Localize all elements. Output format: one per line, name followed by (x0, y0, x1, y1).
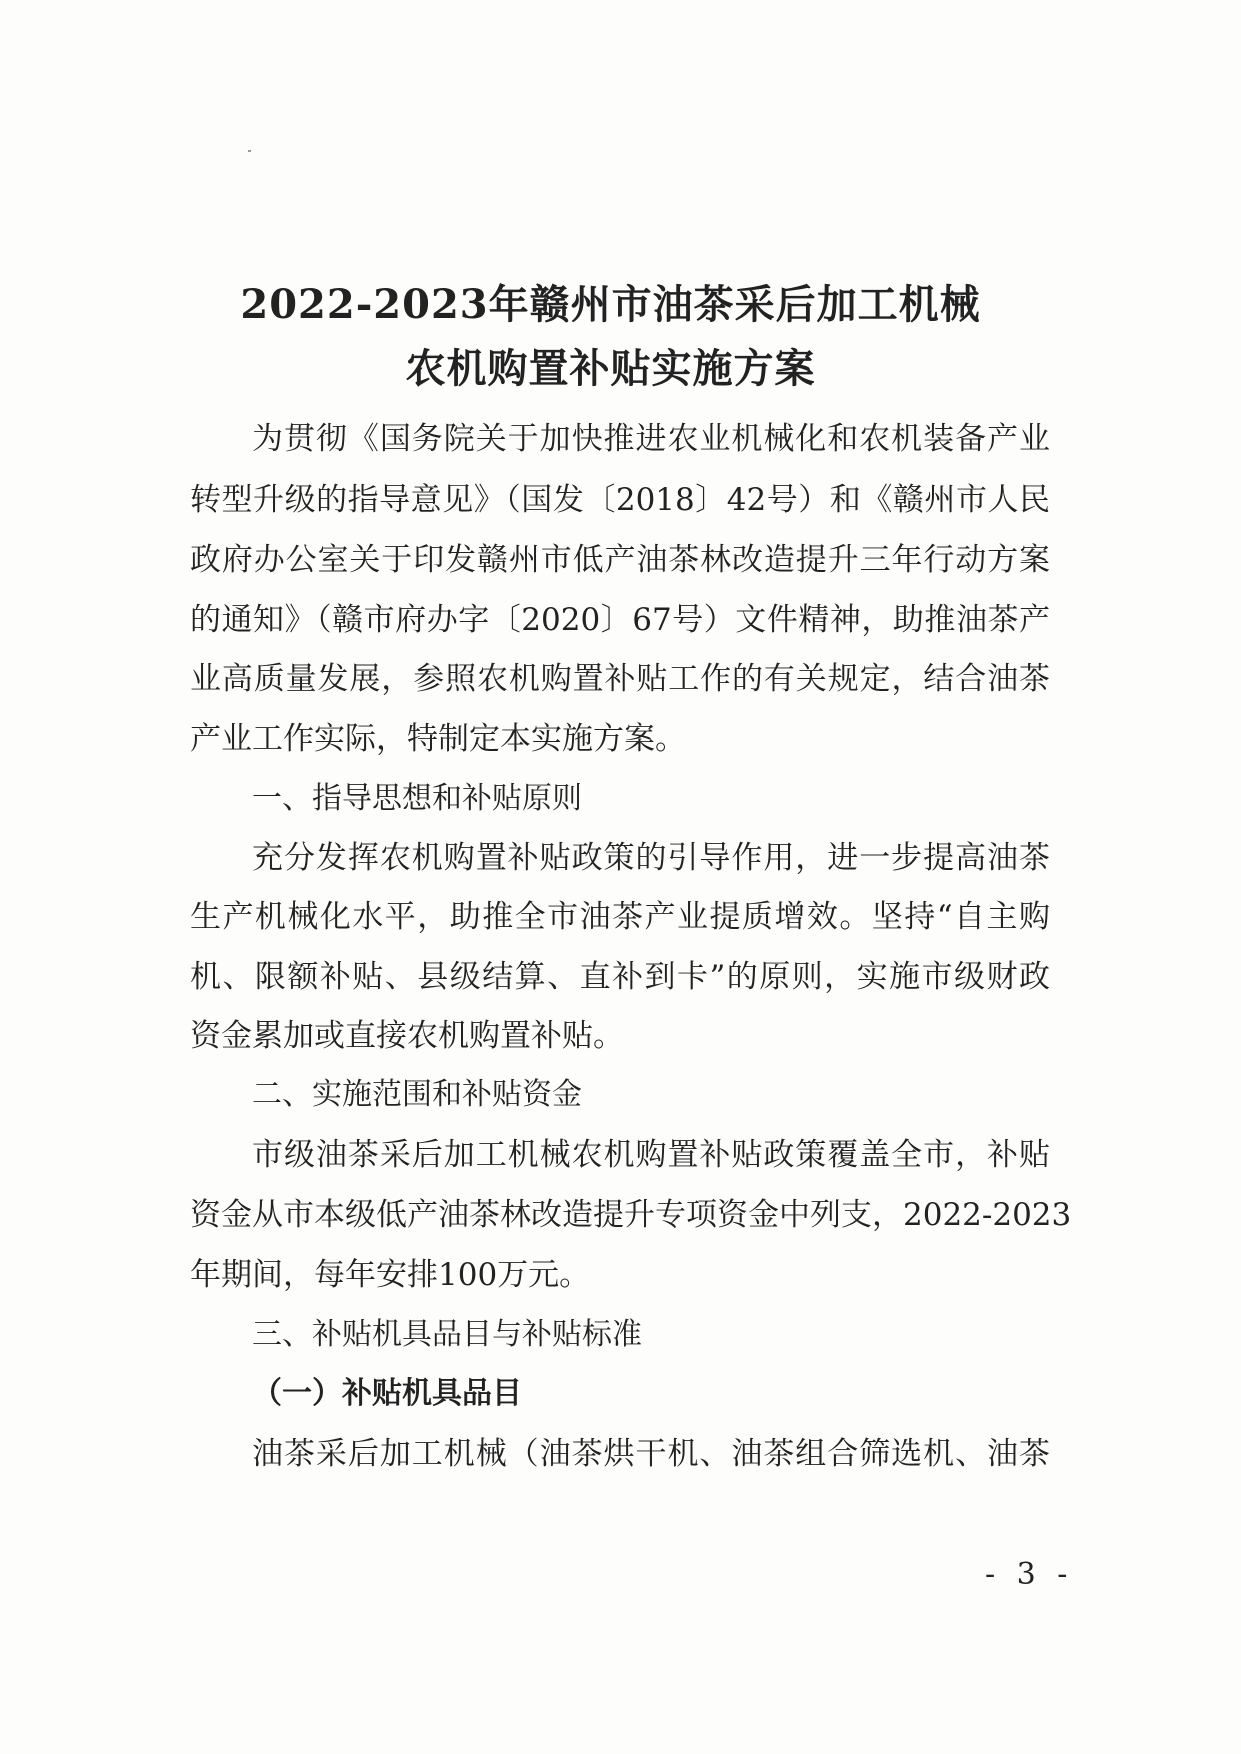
section-2-line-1: 市级油茶采后加工机械农机购置补贴政策覆盖全市，补贴 (252, 1137, 1050, 1173)
section-3-line-1: 油茶采后加工机械（油茶烘干机、油茶组合筛选机、油茶 (252, 1436, 1050, 1472)
section-1-line-3: 机、限额补贴、县级结算、直补到卡”的原则，实施市级财政 (190, 959, 1050, 995)
section-1-line-2: 生产机械化水平，助推全市油茶产业提质增效。坚持“自主购 (190, 899, 1050, 935)
section-1-heading: 一、指导思想和补贴原则 (252, 781, 582, 816)
document-title-line-2: 农机购置补贴实施方案 (405, 345, 816, 392)
intro-line-4: 的通知》（赣市府办字〔2020〕67号）文件精神，助推油茶产 (190, 602, 1050, 638)
section-3-sub-heading: （一）补贴机具品目 (252, 1376, 522, 1411)
intro-line-6: 产业工作实际，特制定本实施方案。 (190, 721, 686, 757)
intro-line-3: 政府办公室关于印发赣州市低产油茶林改造提升三年行动方案 (190, 542, 1050, 578)
section-1-line-4: 资金累加或直接农机购置补贴。 (190, 1018, 624, 1054)
section-2-line-2: 资金从市本级低产油茶林改造提升专项资金中列支，2022-2023 (190, 1197, 1072, 1233)
intro-line-2: 转型升级的指导意见》（国发〔2018〕42号）和《赣州市人民 (190, 482, 1050, 518)
intro-line-1: 为贯彻《国务院关于加快推进农业机械化和农机装备产业 (252, 421, 1050, 457)
section-3-heading: 三、补贴机具品目与补贴标准 (252, 1317, 642, 1352)
section-2-line-3: 年期间，每年安排100万元。 (190, 1257, 591, 1293)
intro-line-5: 业高质量发展，参照农机购置补贴工作的有关规定，结合油茶 (190, 661, 1050, 697)
scan-speck (248, 150, 251, 152)
section-2-heading: 二、实施范围和补贴资金 (252, 1077, 582, 1112)
page-number: - 3 - (985, 1557, 1074, 1592)
document-title-line-1: 2022-2023年赣州市油茶采后加工机械 (240, 281, 981, 328)
section-1-line-1: 充分发挥农机购置补贴政策的引导作用，进一步提高油茶 (252, 840, 1050, 876)
